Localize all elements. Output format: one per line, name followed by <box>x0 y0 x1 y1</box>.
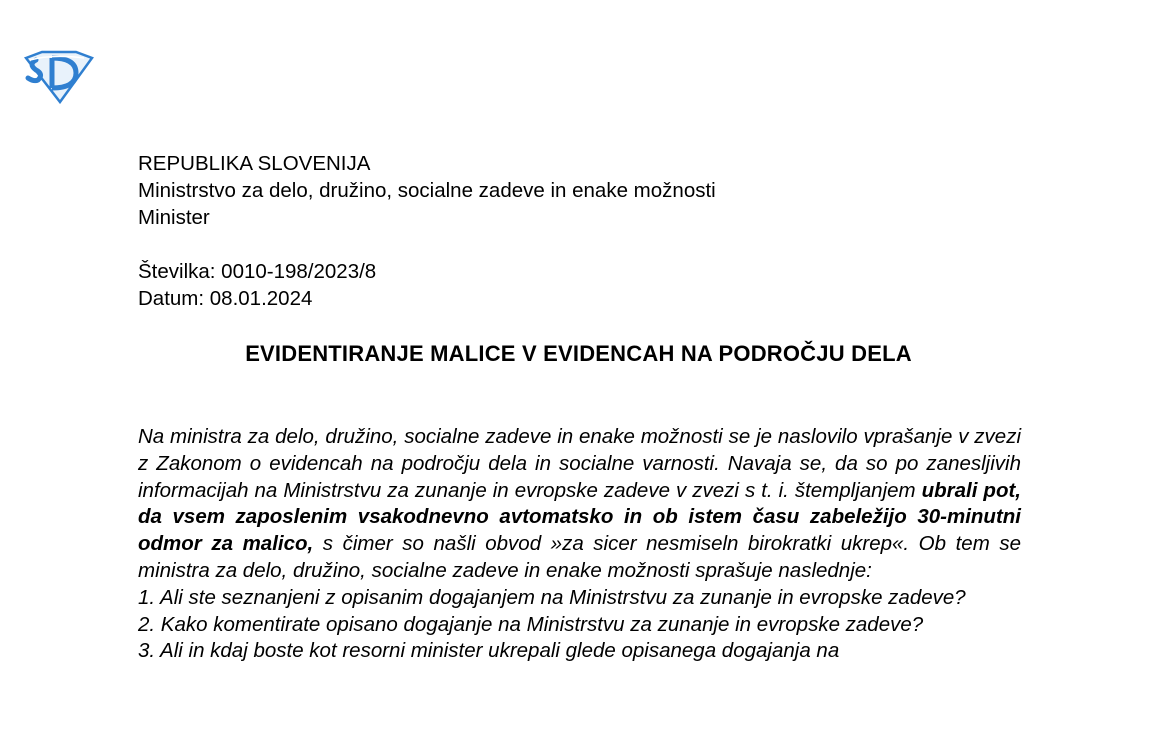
sd-logo <box>22 48 96 104</box>
document-meta <box>138 258 376 312</box>
intro-text-2: s čimer so našli obvod »za sicer nesmiseln birokratki ukrep«. Ob tem se ministra za delo, družino, socialne zadeve in enake možnosti sprašuje naslednje: <box>138 532 1021 582</box>
header-role: Minister <box>138 206 210 229</box>
question-2: 2. Kako komentirate opisano dogajanje na Ministrstvu za zunanje in evropske zadeve? <box>138 612 924 636</box>
document-date: Datum: 08.01.2024 <box>138 287 313 310</box>
sd-shield-icon <box>22 48 96 104</box>
intro-text-1: Na ministra za delo, družino, socialne zadeve in enake možnosti se je naslovilo vprašanje v zvezi z Zakonom o evidencah na področju dela in socialne varnosti. Navaja se, da so po zanesljivih informacijah na Ministrstvu za zunanje in evropske zadeve v zvezi s t. i. štempljanjem <box>138 425 1021 502</box>
intro-bold-text: ubrali pot, da vsem zaposlenim vsakodnevno avtomatsko in ob istem času zabeležijo 30-minutni odmor za malico, <box>138 478 1021 556</box>
header-ministry: Ministrstvo za delo, družino, socialne zadeve in enake možnosti <box>138 179 716 202</box>
document-number: Številka: 0010-198/2023/8 <box>138 260 377 283</box>
question-1: 1. Ali ste seznanjeni z opisanim dogajanjem na Ministrstvu za zunanje in evropske zadeve? <box>138 585 966 609</box>
ministry-header <box>138 150 716 231</box>
intro-paragraph <box>138 424 1021 585</box>
document-title: EVIDENTIRANJE MALICE V EVIDENCAH NA PODROČJU DELA <box>245 341 912 366</box>
header-country: REPUBLIKA SLOVENIJA <box>138 152 371 175</box>
document-body <box>138 424 1021 665</box>
question-3: 3. Ali in kdaj boste kot resorni minister ukrepali glede opisanega dogajanja na <box>138 639 840 663</box>
